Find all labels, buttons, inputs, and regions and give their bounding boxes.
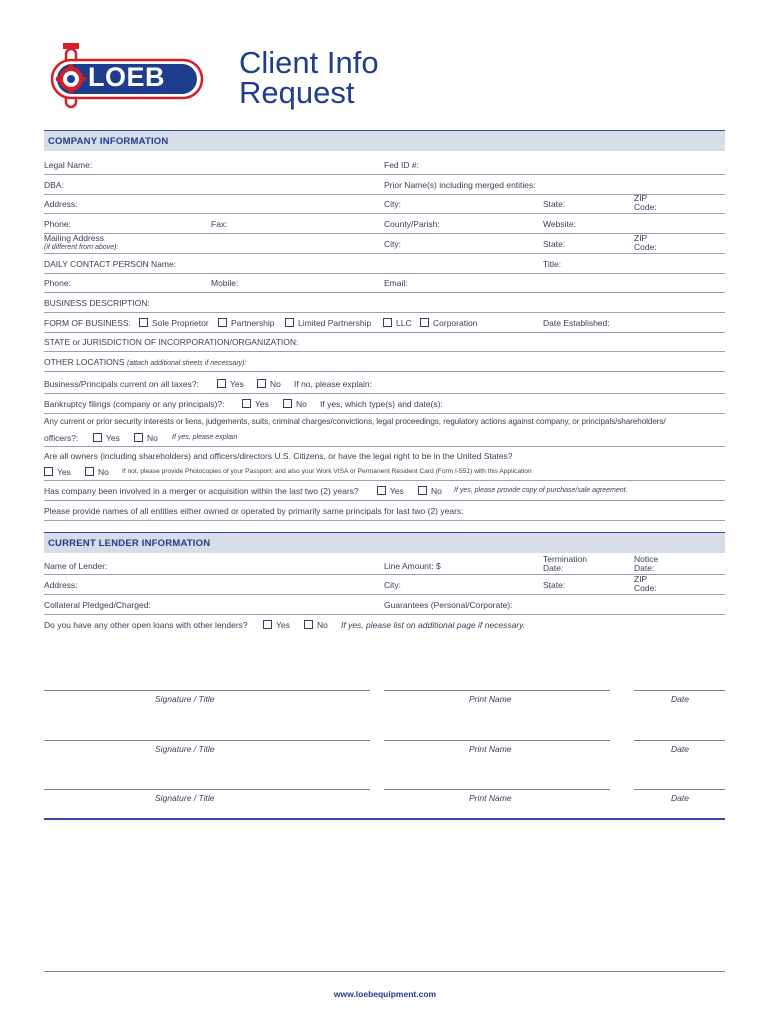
merger-follow-up: If yes, please provide copy of purchase/sale agreement. <box>454 487 628 494</box>
page-title-line2: Request <box>239 75 355 110</box>
taxes-question: Business/Principals current on all taxes?: <box>44 379 199 389</box>
print-name-line[interactable] <box>384 789 610 790</box>
checkbox[interactable] <box>283 399 292 408</box>
option-label: Partnership <box>231 318 275 328</box>
mailing-note: (if different from above): <box>44 244 119 251</box>
zip-label <box>634 194 657 212</box>
checkbox[interactable] <box>85 467 94 476</box>
row-rule <box>44 312 725 313</box>
security-no-option[interactable] <box>134 433 158 443</box>
no-label: No <box>431 486 442 496</box>
checkbox[interactable] <box>139 318 148 327</box>
no-label: No <box>317 620 328 630</box>
owners-no-option[interactable] <box>85 467 109 477</box>
print-name-line[interactable] <box>384 740 610 741</box>
row-rule <box>44 446 725 447</box>
checkbox[interactable] <box>242 399 251 408</box>
business-description-label: BUSINESS DESCRIPTION: <box>44 298 150 308</box>
zip-label-a: ZIP <box>634 193 648 203</box>
print-name-label: Print Name <box>469 744 512 754</box>
row-rule <box>44 213 725 214</box>
mailing-label: Mailing Address <box>44 233 105 243</box>
page-title <box>239 45 379 110</box>
bankruptcy-follow-up: If yes, which type(s) and date(s): <box>320 399 443 409</box>
date-label: Date <box>671 744 689 754</box>
zip-label-a: ZIP <box>634 574 648 584</box>
zip-label-a: ZIP <box>634 233 648 243</box>
merger-question: Has company been involved in a merger or acquisition within the last two (2) years? <box>44 486 359 496</box>
zip-label-b: Code: <box>634 583 657 593</box>
mobile-label: Mobile: <box>211 278 239 288</box>
city-label: City: <box>384 199 401 209</box>
section-heading: CURRENT LENDER INFORMATION <box>48 538 211 549</box>
open-loans-follow-up: If yes, please list on additional page if necessary. <box>341 620 526 630</box>
zip-label-b: Code: <box>634 202 657 212</box>
email-label: Email: <box>384 278 408 288</box>
section-heading: COMPANY INFORMATION <box>48 136 169 147</box>
yes-label: Yes <box>276 620 290 630</box>
row-rule <box>44 480 725 481</box>
brand-wordmark: LOEB <box>88 62 166 92</box>
checkbox[interactable] <box>420 318 429 327</box>
notice-b: Date: <box>634 563 655 573</box>
date-established-label: Date Established: <box>543 318 610 328</box>
open-loans-question: Do you have any other open loans with other lenders? <box>44 620 248 630</box>
row-rule <box>44 194 725 195</box>
zip-label-b: Code: <box>634 242 657 252</box>
limited-partnership-option[interactable] <box>285 318 371 328</box>
yes-label: Yes <box>57 467 71 477</box>
checkbox[interactable] <box>285 318 294 327</box>
footer-website-link[interactable]: www.loebequipment.com <box>333 989 437 999</box>
date-label: Date <box>671 694 689 704</box>
bankruptcy-yes-option[interactable] <box>242 399 269 409</box>
dba-label: DBA: <box>44 180 64 190</box>
company-information-header <box>44 130 725 151</box>
security-question-line2: officers?: <box>44 433 79 443</box>
row-rule <box>44 351 725 352</box>
signature-line[interactable] <box>44 690 370 691</box>
entities-question: Please provide names of all entities either owned or operated by primarily same principals for last two (2) years: <box>44 506 464 516</box>
partnership-option[interactable] <box>218 318 274 328</box>
row-rule <box>44 393 725 394</box>
date-line[interactable] <box>634 690 725 691</box>
zip-label-2 <box>634 234 657 252</box>
open-loans-no-option[interactable] <box>304 620 328 630</box>
checkbox[interactable] <box>304 620 313 629</box>
signature-line[interactable] <box>44 789 370 790</box>
row-rule <box>44 413 725 414</box>
line-amount-label: Line Amount: $ <box>384 561 441 571</box>
row-rule <box>44 594 725 595</box>
yes-label: Yes <box>106 433 120 443</box>
security-question-line1: Any current or prior security interests or liens, judgements, suits, criminal charges/convictions, legal proceedings, regulatory actions against company, or principals/shareholders/ <box>44 417 666 426</box>
row-rule <box>44 292 725 293</box>
bankruptcy-question: Bankruptcy filings (company or any principals)?: <box>44 399 225 409</box>
row-rule <box>44 233 725 234</box>
print-name-label: Print Name <box>469 694 512 704</box>
owners-yes-option[interactable] <box>44 467 71 477</box>
city-label-2: City: <box>384 239 401 249</box>
print-name-line[interactable] <box>384 690 610 691</box>
checkbox[interactable] <box>377 486 386 495</box>
no-label: No <box>98 467 109 477</box>
row-rule <box>44 273 725 274</box>
option-label: Corporation <box>433 318 478 328</box>
checkbox[interactable] <box>218 318 227 327</box>
guarantees-label: Guarantees (Personal/Corporate): <box>384 600 513 610</box>
yes-label: Yes <box>390 486 404 496</box>
contact-phone-label: Phone: <box>44 278 71 288</box>
state-jurisdiction-label: STATE or JURISDICTION OF INCORPORATION/ORGANIZATION: <box>44 337 299 347</box>
signature-title-label: Signature / Title <box>155 694 215 704</box>
row-rule <box>44 614 725 615</box>
daily-contact-label: DAILY CONTACT PERSON Name: <box>44 259 177 269</box>
row-rule <box>44 500 725 501</box>
signature-line[interactable] <box>44 740 370 741</box>
llc-option[interactable] <box>383 318 412 328</box>
signature-block-divider <box>44 818 725 820</box>
contact-title-label: Title: <box>543 259 562 269</box>
lender-address-label: Address: <box>44 580 78 590</box>
address-label: Address: <box>44 199 78 209</box>
date-line[interactable] <box>634 740 725 741</box>
checkbox[interactable] <box>134 433 143 442</box>
option-label: Sole Proprietor <box>152 318 209 328</box>
loeb-logo <box>44 40 214 115</box>
row-rule <box>44 371 725 372</box>
open-loans-yes-option[interactable] <box>263 620 290 630</box>
merger-yes-option[interactable] <box>377 486 404 496</box>
checkbox[interactable] <box>44 467 53 476</box>
print-name-label: Print Name <box>469 793 512 803</box>
termination-b: Date: <box>543 563 564 573</box>
lender-state-label: State: <box>543 580 566 590</box>
taxes-no-option[interactable] <box>257 379 281 389</box>
no-label: No <box>147 433 158 443</box>
other-locations-note: (attach additional sheets if necessary): <box>126 360 247 367</box>
website-label: Website: <box>543 219 576 229</box>
taxes-follow-up: If no, please explain: <box>294 379 372 389</box>
option-label: Limited Partnership <box>298 318 372 328</box>
collateral-label: Collateral Pledged/Charged: <box>44 600 151 610</box>
other-locations-text: OTHER LOCATIONS <box>44 357 125 367</box>
no-label: No <box>270 379 281 389</box>
fed-id-label: Fed ID #: <box>384 160 419 170</box>
row-rule <box>44 332 725 333</box>
termination-date-label <box>543 555 587 573</box>
notice-a: Notice <box>634 554 659 564</box>
row-rule <box>44 253 725 254</box>
taxes-yes-option[interactable] <box>217 379 244 389</box>
option-label: LLC <box>396 318 412 328</box>
security-yes-option[interactable] <box>93 433 120 443</box>
row-rule <box>44 174 725 175</box>
yes-label: Yes <box>255 399 269 409</box>
checkbox[interactable] <box>257 379 266 388</box>
checkbox[interactable] <box>263 620 272 629</box>
signature-title-label: Signature / Title <box>155 793 215 803</box>
current-lender-header <box>44 532 725 553</box>
date-label: Date <box>671 793 689 803</box>
footer-divider <box>44 971 725 972</box>
yes-label: Yes <box>230 379 244 389</box>
row-rule <box>44 574 725 575</box>
phone-label: Phone: <box>44 219 71 229</box>
security-follow-up: If yes, please explain <box>172 434 238 441</box>
state-label-2: State: <box>543 239 566 249</box>
row-rule <box>44 520 725 521</box>
owners-follow-up: If not, please provide Photocopies of your Passport; and also your Work VISA or Permanent Resident Card (Form I-551) with this Application <box>122 468 532 475</box>
page-title-line1: Client Info <box>239 45 379 80</box>
mailing-address-label <box>44 234 118 252</box>
date-line[interactable] <box>634 789 725 790</box>
legal-name-label: Legal Name: <box>44 160 93 170</box>
checkbox[interactable] <box>418 486 427 495</box>
sole-proprietor-option[interactable] <box>139 318 209 328</box>
signature-title-label: Signature / Title <box>155 744 215 754</box>
lender-zip-label <box>634 575 657 593</box>
bankruptcy-no-option[interactable] <box>283 399 307 409</box>
county-label: County/Parish: <box>384 219 440 229</box>
checkbox[interactable] <box>217 379 226 388</box>
corporation-option[interactable] <box>420 318 477 328</box>
merger-no-option[interactable] <box>418 486 442 496</box>
owners-question: Are all owners (including shareholders) and officers/directors U.S. Citizens, or have the legal right to be in the United States? <box>44 451 513 461</box>
checkbox[interactable] <box>383 318 392 327</box>
other-locations-label <box>44 357 246 367</box>
state-label: State: <box>543 199 566 209</box>
lender-city-label: City: <box>384 580 401 590</box>
termination-a: Termination <box>543 554 587 564</box>
checkbox[interactable] <box>93 433 102 442</box>
fax-label: Fax: <box>211 219 228 229</box>
lender-name-label: Name of Lender: <box>44 561 108 571</box>
no-label: No <box>296 399 307 409</box>
notice-date-label <box>634 555 658 573</box>
prior-names-label: Prior Name(s) including merged entities: <box>384 180 536 190</box>
form-of-business-label: FORM OF BUSINESS: <box>44 318 131 328</box>
